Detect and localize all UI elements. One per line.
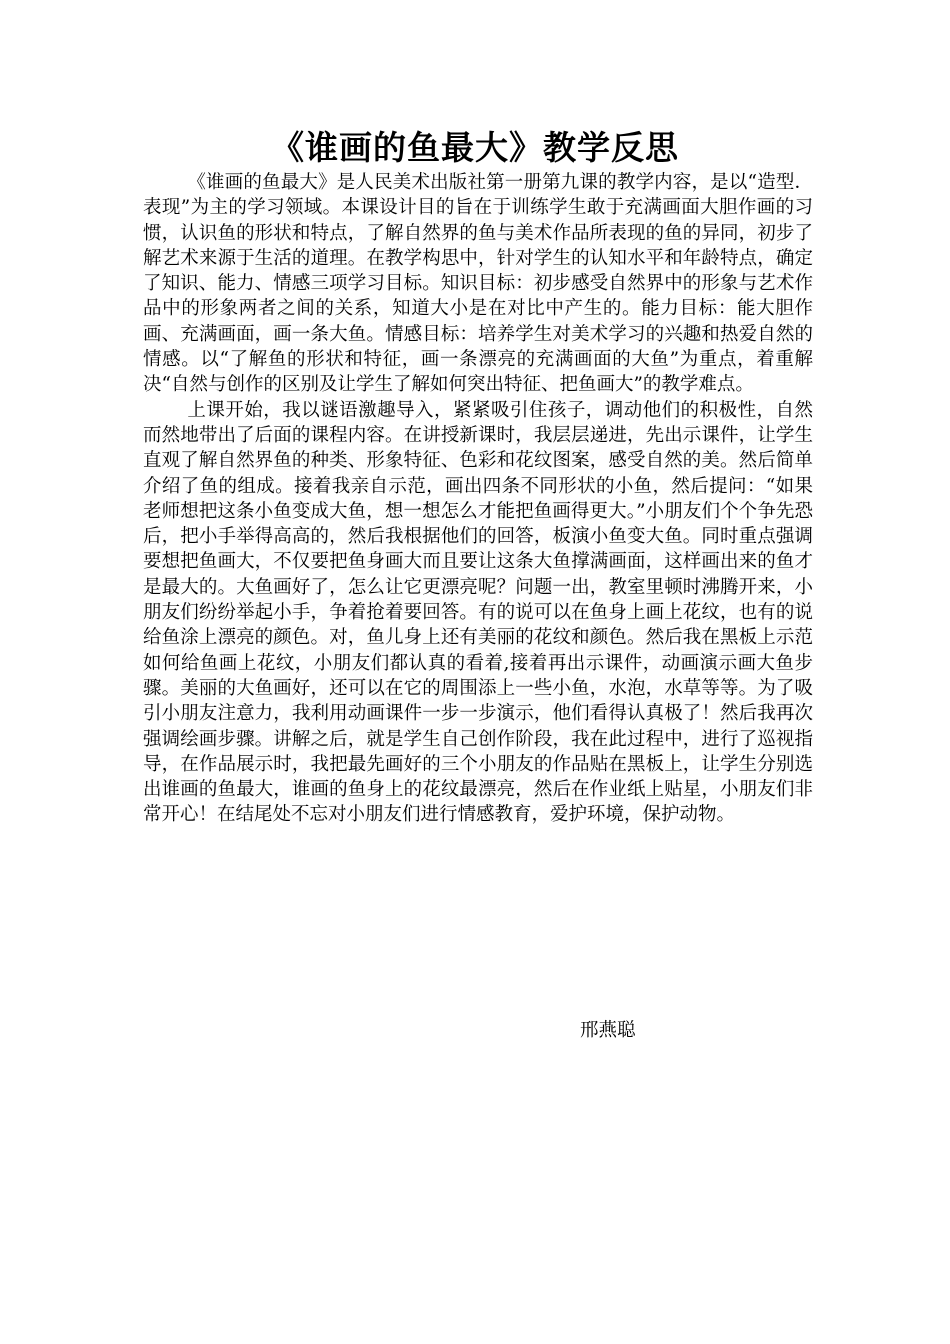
document-body <box>143 170 813 828</box>
paragraph-1: 《谁画的鱼最大》是人民美术出版社第一册第九课的教学内容，是以“造型．表现”为主的学习领域。本课设计目的旨在于训练学生敢于充满画面大胆作画的习惯，认识鱼的形状和特点，了解自然界的鱼与美术作品所表现的鱼的异同，初步了解艺术来源于生活的道理。在教学构思中，针对学生的认知水平和年龄特点，确定了知识、能力、情感三项学习目标。知识目标：初步感受自然界中的形象与艺术作品中的形象两者之间的关系，知道大小是在对比中产生的。能力目标：能大胆作画、充满画面，画一条大鱼。情感目标：培养学生对美术学习的兴趣和热爱自然的情感。以“了解鱼的形状和特征，画一条漂亮的充满画面的大鱼”为重点，着重解决“自然与创作的区别及让学生了解如何突出特征、把鱼画大”的教学难点。 <box>143 172 813 396</box>
paragraph-2: 上课开始，我以谜语激趣导入，紧紧吸引住孩子，调动他们的积极性，自然而然地带出了后面的课程内容。在讲授新课时，我层层递进，先出示课件，让学生直观了解自然界鱼的种类、形象特征、色彩和花纹图案，感受自然的美。然后简单介绍了鱼的组成。接着我亲自示范，画出四条不同形状的小鱼，然后提问：“如果老师想把这条小鱼变成大鱼，想一想怎么才能把鱼画得更大。”小朋友们个个争先恐后，把小手举得高高的，然后我根据他们的回答，板演小鱼变大鱼。同时重点强调要想把鱼画大，不仅要把鱼身画大而且要让这条大鱼撑满画面，这样画出来的鱼才是最大的。大鱼画好了，怎么让它更漂亮呢？问题一出，教室里顿时沸腾开来，小朋友们纷纷举起小手，争着抢着要回答。有的说可以在鱼身上画上花纹，也有的说给鱼涂上漂亮的颜色。对，鱼儿身上还有美丽的花纹和颜色。然后我在黑板上示范如何给鱼画上花纹，小朋友们都认真的看着,接着再出示课件，动画演示画大鱼步骤。美丽的大鱼画好，还可以在它的周围添上一些小鱼，水泡，水草等等。为了吸引小朋友注意力，我利用动画课件一步一步演示，他们看得认真极了！然后我再次强调绘画步骤。讲解之后，就是学生自己创作阶段，我在此过程中，进行了巡视指导，在作品展示时，我把最先画好的三个小朋友的作品贴在黑板上，让学生分别选出谁画的鱼最大，谁画的鱼身上的花纹最漂亮，然后在作业纸上贴星，小朋友们非常开心！在结尾处不忘对小朋友们进行情感教育，爱护环境，保护动物。 <box>143 399 813 826</box>
document-title: 《谁画的鱼最大》教学反思 <box>271 128 679 167</box>
author-name: 邢燕聪 <box>580 1020 636 1041</box>
